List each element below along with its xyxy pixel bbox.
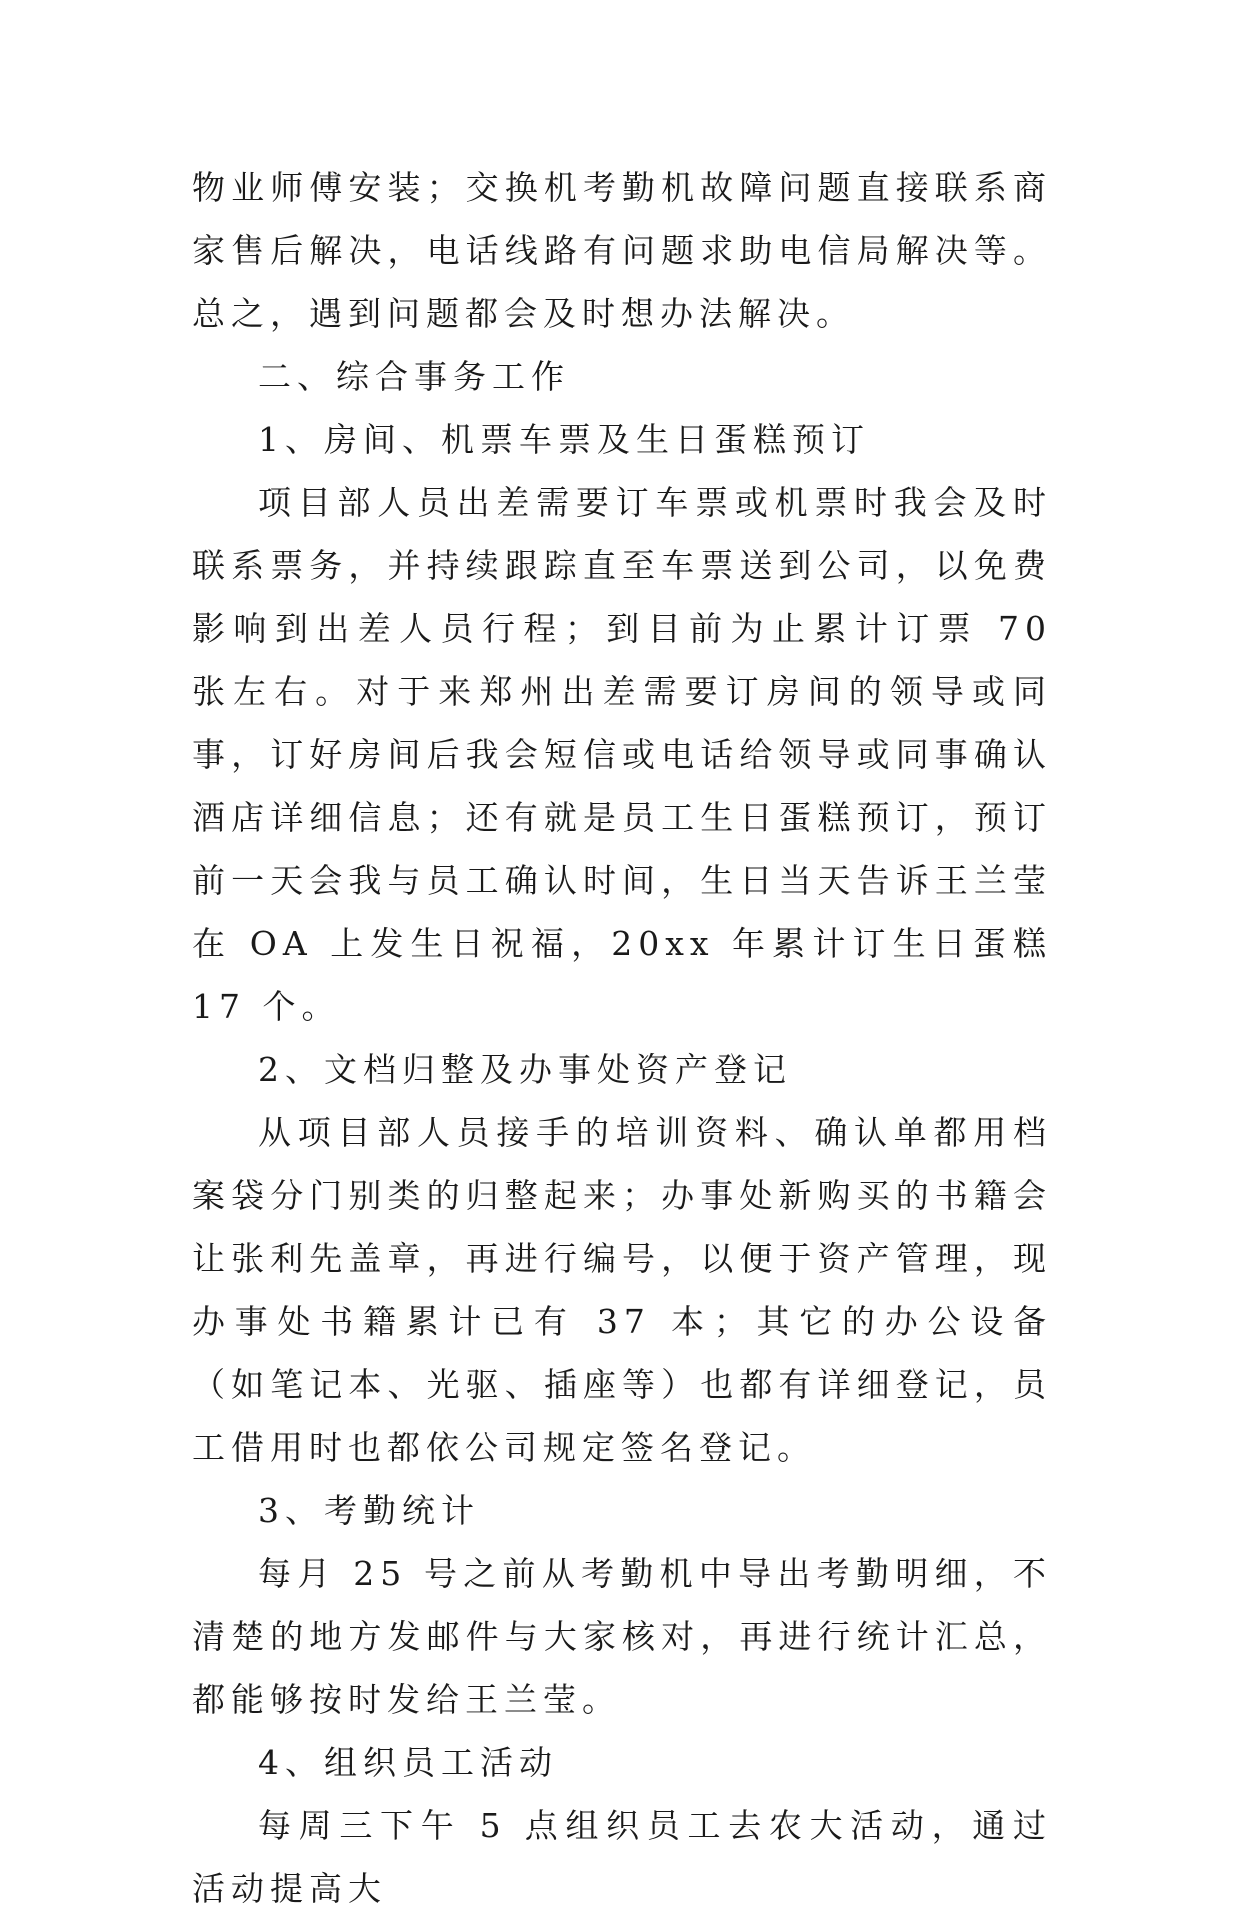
paragraph-booking: 项目部人员出差需要订车票或机票时我会及时联系票务，并持续跟踪直至车票送到公司，以免费影响到出差人员行程；到目前为止累计订票 70 张左右。对于来郑州出差需要订房间的领导或同事，订好房间后我会短信或电话给领导或同事确认酒店详细信息；还有就是员工生日蛋糕预订，预订前一天会我与员工确认时间，生日当天告诉王兰莹在 OA 上发生日祝福，20xx 年累计订生日蛋糕 17 个。: [192, 483, 1052, 1026]
document-body: [192, 156, 1052, 1920]
subheading-booking: 1、房间、机票车票及生日蛋糕预订: [258, 420, 870, 459]
paragraph-documents-assets: 从项目部人员接手的培训资料、确认单都用档案袋分门别类的归整起来；办事处新购买的书籍会让张利先盖章，再进行编号，以便于资产管理，现办事处书籍累计已有 37 本；其它的办公设备（如笔记本、光驱、插座等）也都有详细登记，员工借用时也都依公司规定签名登记。: [192, 1113, 1052, 1467]
paragraph-continuation: 物业师傅安装；交换机考勤机故障问题直接联系商家售后解决，电话线路有问题求助电信局解决等。总之，遇到问题都会及时想办法解决。: [192, 168, 1052, 333]
paragraph-staff-activities: 每周三下午 5 点组织员工去农大活动，通过活动提高大: [192, 1806, 1052, 1908]
subheading-attendance: 3、考勤统计: [258, 1491, 480, 1530]
subheading-documents-assets: 2、文档归整及办事处资产登记: [258, 1050, 792, 1089]
subheading-staff-activities: 4、组织员工活动: [258, 1743, 558, 1782]
section-heading-general-affairs: 二、综合事务工作: [258, 357, 570, 396]
paragraph-attendance: 每月 25 号之前从考勤机中导出考勤明细，不清楚的地方发邮件与大家核对，再进行统计汇总，都能够按时发给王兰莹。: [192, 1554, 1052, 1719]
